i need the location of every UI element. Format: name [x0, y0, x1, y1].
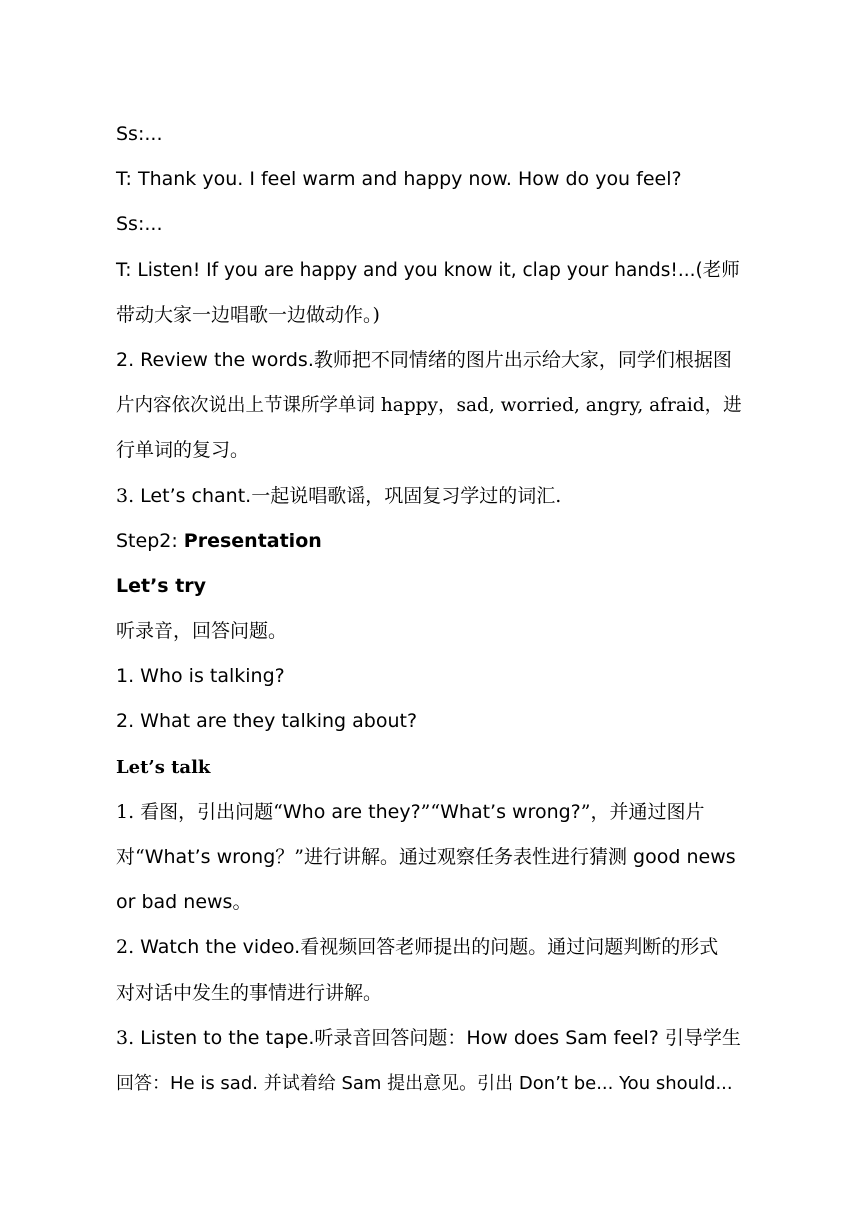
line-6-part-2: 教师把不同情绪的图片出示给大家，同学们根据图: [313, 348, 732, 371]
line-16-part-2: Who are they?: [282, 800, 421, 823]
line-21-part-4: How does Sam feel?: [466, 1026, 659, 1049]
line-10-part-1: Step2:: [116, 529, 184, 552]
line-22-part-6: Don’t be... You should...: [518, 1072, 733, 1094]
line-21-part-5: 引导学生: [658, 1026, 741, 1049]
line-9-part-2: Let’s chant.: [140, 484, 252, 507]
line-1-part-1: Ss:...: [116, 123, 163, 145]
line-10-part-2: Presentation: [183, 529, 322, 552]
line-11-part-1: Let’s try: [116, 574, 207, 597]
line-12-part-1: 听录音，回答问题。: [116, 620, 288, 643]
text-line-18: [116, 880, 746, 925]
line-5-part-1: 带动大家一边唱歌一边做动作。): [116, 303, 380, 326]
text-line-9: [116, 474, 746, 519]
line-22-part-3: 并试着给: [258, 1072, 342, 1094]
line-16-part-5: ”，并通过图片: [580, 800, 705, 823]
line-17-part-2: What’s wrong: [144, 846, 276, 868]
line-22-part-1: 回答：: [116, 1072, 170, 1094]
text-line-2: [116, 157, 746, 202]
line-21-part-1: 3.: [116, 1026, 141, 1049]
line-22-part-4: Sam: [341, 1072, 382, 1094]
text-line-1: [116, 112, 746, 157]
line-7-part-1: 片内容依次说出上节课所学单词 happy，sad, worried, angry, afraid，进: [116, 395, 742, 417]
text-line-11: [116, 564, 746, 609]
line-3-part-1: Ss:...: [116, 213, 163, 236]
document-body: [116, 112, 746, 1106]
text-line-22: [116, 1061, 746, 1106]
line-9-part-1: 3.: [116, 484, 141, 507]
line-6-part-1: 2. Review the words.: [116, 348, 314, 371]
text-line-7: [116, 383, 746, 428]
text-line-12: [116, 609, 746, 654]
line-19-part-3: 看视频回答老师提出的问题。通过问题判断的形式: [300, 936, 719, 959]
line-19-part-1: 2.: [116, 936, 141, 959]
line-17-part-4: good news: [633, 846, 736, 868]
text-line-16: [116, 790, 746, 835]
line-19-part-2: Watch the video.: [140, 936, 301, 959]
text-line-6: [116, 338, 746, 383]
line-4-part-1: T: Listen! If you are happy and you know it, clap your hands!...(老师: [116, 259, 740, 281]
line-22-part-5: 提出意见。引出: [381, 1072, 519, 1094]
text-line-8: [116, 428, 746, 473]
line-16-part-3: ”“: [420, 800, 441, 823]
text-line-15: [116, 745, 746, 790]
text-line-20: [116, 971, 746, 1016]
line-8-part-1: 行单词的复习。: [116, 439, 250, 462]
line-20-part-1: 对对话中发生的事情进行讲解。: [116, 981, 383, 1004]
text-line-19: [116, 925, 746, 970]
line-13-part-1: 1. Who is talking?: [116, 665, 285, 688]
line-21-part-2: Listen to the tape.: [140, 1026, 315, 1049]
text-line-3: [116, 202, 746, 247]
line-21-part-3: 听录音回答问题：: [314, 1026, 467, 1049]
text-line-5: [116, 293, 746, 338]
line-9-part-3: 一起说唱歌谣，巩固复习学过的词汇.: [251, 484, 562, 507]
line-17-part-3: ？”进行讲解。通过观察任务表性进行猜测: [275, 846, 634, 868]
line-16-part-1: 1. 看图，引出问题“: [116, 800, 283, 823]
line-18-part-1: or bad news: [116, 891, 233, 914]
line-15-part-1: Let’s talk: [116, 756, 211, 778]
text-line-13: [116, 654, 746, 699]
line-14-part-1: 2. What are they talking about?: [116, 710, 418, 733]
line-22-part-2: He is sad.: [170, 1072, 258, 1094]
text-line-17: [116, 835, 746, 880]
text-line-14: [116, 699, 746, 744]
line-16-part-4: What’s wrong?: [440, 800, 581, 823]
line-2-part-1: T: Thank you. I feel warm and happy now. How do you feel?: [116, 168, 682, 191]
line-18-part-2: 。: [232, 891, 252, 914]
line-17-part-1: 对“: [116, 846, 145, 868]
text-line-4: [116, 248, 746, 293]
text-line-10: [116, 519, 746, 564]
text-line-21: [116, 1016, 746, 1061]
